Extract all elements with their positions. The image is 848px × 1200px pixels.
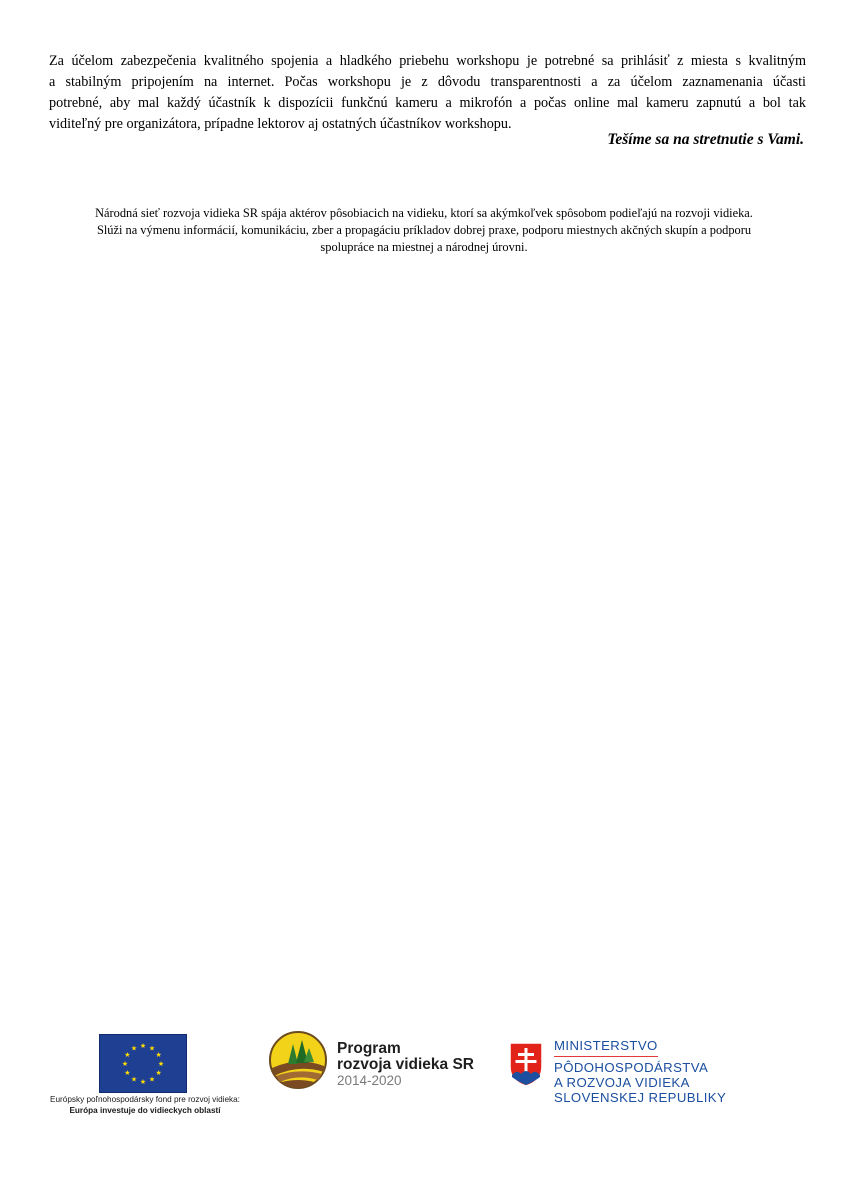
eu-star-icon: ★	[148, 1044, 156, 1053]
ministry-name	[554, 1038, 726, 1105]
eu-star-icon: ★	[124, 1051, 131, 1059]
workshop-requirements-paragraph	[49, 51, 806, 135]
paragraph-line: potrebné, aby mal každý účastník k dispozícii funkčnú kameru a mikrofón a počas online mal kameru zapnutú a bol tak	[49, 95, 806, 111]
eu-star-icon: ★	[130, 1075, 138, 1084]
network-line: Národná sieť rozvoja vidieka SR spája aktérov pôsobiacich na vidieku, ktorí sa akýmkoľvek spôsobom podieľajú na rozvoji vidieka.	[95, 206, 753, 220]
paragraph-line: Za účelom zabezpečenia kvalitného spojenia a hladkého priebehu workshopu je potrebné sa prihlásiť z miesta s kvalitným	[49, 53, 806, 69]
eu-star-icon: ★	[157, 1060, 165, 1068]
network-description	[38, 205, 810, 256]
ministry-line: PÔDOHOSPODÁRSTVA	[554, 1060, 709, 1075]
rural-development-program-logo	[268, 1030, 488, 1092]
eu-star-icon: ★	[121, 1060, 129, 1068]
eu-star-icon: ★	[139, 1078, 147, 1086]
ministry-line: MINISTERSTVO	[554, 1038, 658, 1057]
network-line: spolupráce na miestnej a národnej úrovni.	[320, 240, 528, 254]
prv-period: 2014-2020	[337, 1073, 402, 1088]
slovak-coat-of-arms-icon	[508, 1041, 544, 1087]
network-line: Slúži na výmenu informácií, komunikáciu, zber a propagáciu príkladov dobrej praxe, podporu miestnych akčných skupín a podporu	[96, 223, 752, 237]
paragraph-line: viditeľný pre organizátora, prípadne lektorov aj ostatných účastníkov workshopu.	[49, 116, 512, 132]
eu-star-icon: ★	[139, 1042, 147, 1050]
ministry-line: A ROZVOJA VIDIEKA	[554, 1075, 690, 1090]
eu-star-icon: ★	[155, 1069, 162, 1077]
eu-caption-slogan: Európa investuje do vidieckych oblastí	[69, 1106, 221, 1115]
prv-line: Program	[337, 1040, 401, 1057]
eu-caption-line: Európsky poľnohospodársky fond pre rozvoj vidieka:	[50, 1095, 240, 1104]
paragraph-line: a stabilným pripojením na internet. Počas workshopu je z dôvodu transparentnosti a za účelom zaznamenania účasti	[49, 74, 806, 90]
prv-line: rozvoja vidieka SR	[337, 1056, 474, 1073]
eu-flag-icon	[99, 1034, 187, 1093]
closing-greeting: Tešíme sa na stretnutie s Vami.	[607, 131, 804, 148]
eu-star-icon: ★	[130, 1044, 138, 1053]
prv-title	[337, 1041, 474, 1088]
ministry-line: SLOVENSKEJ REPUBLIKY	[554, 1090, 727, 1105]
prv-emblem-icon	[268, 1030, 328, 1090]
eu-star-icon: ★	[124, 1069, 131, 1077]
eu-star-icon: ★	[155, 1051, 162, 1059]
eu-fund-caption	[30, 1094, 260, 1116]
eu-star-icon: ★	[148, 1075, 156, 1084]
ministry-logo	[508, 1038, 748, 1118]
